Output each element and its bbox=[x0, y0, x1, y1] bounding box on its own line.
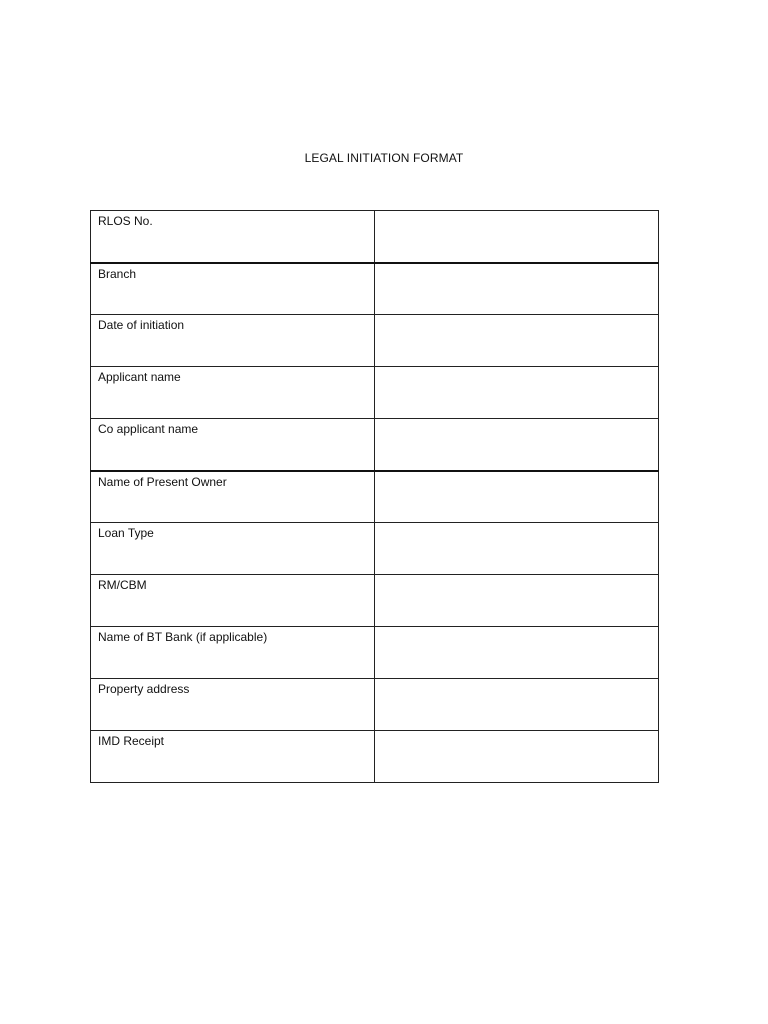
form-row-loan-type bbox=[91, 523, 659, 575]
rlos-no-value-cell[interactable] bbox=[375, 211, 659, 263]
form-row-bt-bank bbox=[91, 627, 659, 679]
property-address-value-cell[interactable] bbox=[375, 679, 659, 731]
field-label: Applicant name bbox=[91, 367, 375, 419]
form-row-applicant-name bbox=[91, 367, 659, 419]
loan-type-value-cell[interactable] bbox=[375, 523, 659, 575]
field-label: Property address bbox=[91, 679, 375, 731]
field-label: Date of initiation bbox=[91, 315, 375, 367]
document-title: LEGAL INITIATION FORMAT bbox=[304, 151, 464, 165]
form-row-imd-receipt bbox=[91, 731, 659, 783]
applicant-name-value-cell[interactable] bbox=[375, 367, 659, 419]
field-label: Name of BT Bank (if applicable) bbox=[91, 627, 375, 679]
field-label: Branch bbox=[91, 263, 375, 315]
bt-bank-value-cell[interactable] bbox=[375, 627, 659, 679]
form-row-co-applicant-name bbox=[91, 419, 659, 471]
form-row-date-of-initiation bbox=[91, 315, 659, 367]
form-row-property-address bbox=[91, 679, 659, 731]
form-row-present-owner bbox=[91, 471, 659, 523]
form-row-rm-cbm bbox=[91, 575, 659, 627]
imd-receipt-value-cell[interactable] bbox=[375, 731, 659, 783]
field-label: RM/CBM bbox=[91, 575, 375, 627]
form-row-branch bbox=[91, 263, 659, 315]
field-label: Loan Type bbox=[91, 523, 375, 575]
rm-cbm-value-cell[interactable] bbox=[375, 575, 659, 627]
present-owner-value-cell[interactable] bbox=[375, 471, 659, 523]
form-row-rlos-no bbox=[91, 211, 659, 263]
field-label: Name of Present Owner bbox=[91, 471, 375, 523]
field-label: Co applicant name bbox=[91, 419, 375, 471]
branch-value-cell[interactable] bbox=[375, 263, 659, 315]
field-label: RLOS No. bbox=[91, 211, 375, 263]
field-label: IMD Receipt bbox=[91, 731, 375, 783]
legal-initiation-form-table bbox=[90, 210, 659, 783]
co-applicant-name-value-cell[interactable] bbox=[375, 419, 659, 471]
date-of-initiation-value-cell[interactable] bbox=[375, 315, 659, 367]
